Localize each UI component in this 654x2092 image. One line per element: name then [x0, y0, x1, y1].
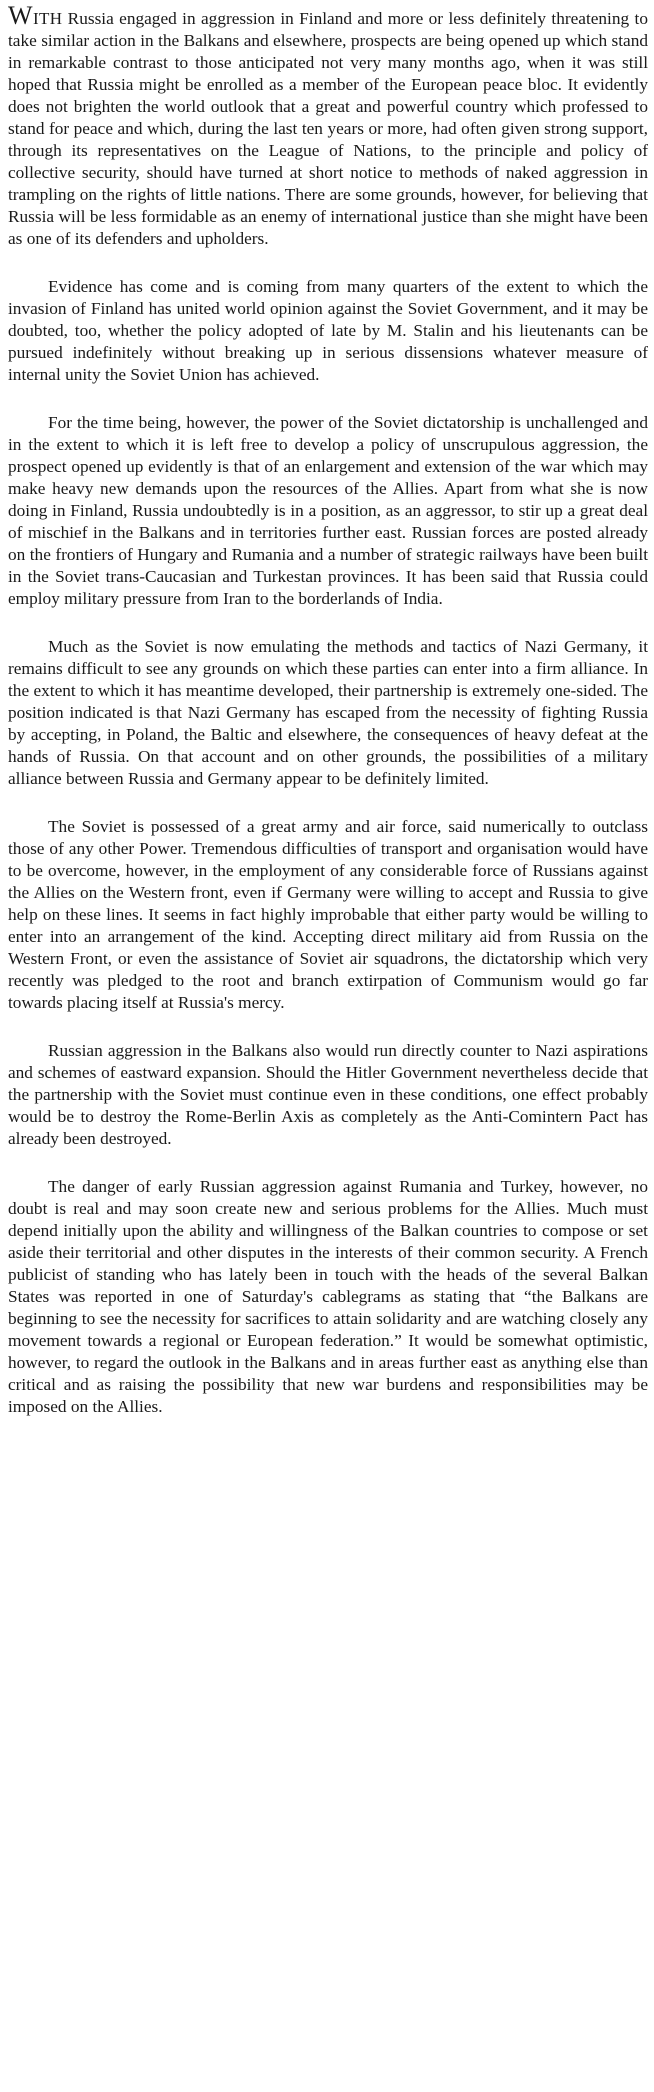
opening-small-caps: ITH: [33, 9, 63, 28]
paragraph-3: For the time being, however, the power of the Soviet dictatorship is unchallenged and in the extent to which it is left free to develop a policy of unscrupulous aggression, the prospect opened up evidently is that of an enlargement and extension of the war which may make heavy new demands upon the resources of the Allies. Apart from what she is now doing in Finland, Russia undoubtedly is in a position, as an aggressor, to stir up a great deal of mischief in the Balkans and in territories further east. Russian forces are posted already on the frontiers of Hungary and Rumania and a number of strategic railways have been built in the Soviet trans-Caucasian and Turkestan provinces. It has been said that Russia could employ military pressure from Iran to the borderlands of India.: [8, 413, 648, 608]
opening-text: Russia engaged in aggression in Finland and more or less definitely threatening to take similar action in the Balkans and elsewhere, prospects are being opened up which stand in remarkable contrast to those anticipated not very many months ago, when it was still hoped that Russia might be enrolled as a member of the European peace bloc. It evidently does not brighten the world outlook that a great and powerful country which professed to stand for peace and which, during the last ten years or more, had often given strong support, through its representatives on the League of Nations, to the principle and policy of collective security, should have turned at short notice to methods of naked aggression in trampling on the rights of little nations. There are some grounds, however, for believing that Russia will be less formidable as an enemy of international justice than she might have been as one of its defenders and upholders.: [8, 9, 648, 248]
paragraph-1: [8, 1, 648, 250]
drop-cap: W: [8, 1, 34, 30]
paragraph-2: Evidence has come and is coming from many quarters of the extent to which the invasion of Finland has united world opinion against the Soviet Government, and it may be doubted, too, whether the policy adopted of late by M. Stalin and his lieutenants can be pursued indefinitely without breaking up in serious dissensions whatever measure of internal unity the Soviet Union has achieved.: [8, 277, 648, 384]
paragraph-4: Much as the Soviet is now emulating the methods and tactics of Nazi Germany, it remains difficult to see any grounds on which these parties can enter into a firm alliance. In the extent to which it has meantime developed, their partnership is extremely one-sided. The position indicated is that Nazi Germany has escaped from the necessity of fighting Russia by accepting, in Poland, the Baltic and elsewhere, the consequences of heavy defeat at the hands of Russia. On that account and on other grounds, the possibilities of a military alliance between Russia and Germany appear to be definitely limited.: [8, 637, 648, 788]
paragraph-6: Russian aggression in the Balkans also would run directly counter to Nazi aspirations and schemes of eastward expansion. Should the Hitler Government nevertheless decide that the partnership with the Soviet must continue even in these conditions, one effect probably would be to destroy the Rome-Berlin Axis as completely as the Anti-Comintern Pact has already been destroyed.: [8, 1041, 648, 1148]
paragraph-5: The Soviet is possessed of a great army and air force, said numerically to outclass those of any other Power. Tremendous difficulties of transport and organisation would have to be overcome, however, in the employment of any considerable force of Russians against the Allies on the Western front, even if Germany were willing to accept and Russia to give help on these lines. It seems in fact highly improbable that either party would be willing to enter into an arrangement of the kind. Accepting direct military aid from Russia on the Western Front, or even the assistance of Soviet air squadrons, the dictatorship which very recently was pledged to the root and branch extirpation of Communism would go far towards placing itself at Russia's mercy.: [8, 817, 648, 1012]
paragraph-7: The danger of early Russian aggression against Rumania and Turkey, however, no doubt is real and may soon create new and serious problems for the Allies. Much must depend initially upon the ability and willingness of the Balkan countries to compose or set aside their territorial and other disputes in the interests of their common security. A French publicist of standing who has lately been in touch with the heads of the several Balkan States was reported in one of Saturday's cablegrams as stating that “the Balkans are beginning to see the necessity for sacrifices to attain solidarity and are watching closely any movement towards a regional or European federation.” It would be somewhat optimistic, however, to regard the outlook in the Balkans and in areas further east as anything else than critical and as raising the possibility that new war burdens and responsibilities may be imposed on the Allies.: [8, 1177, 648, 1416]
